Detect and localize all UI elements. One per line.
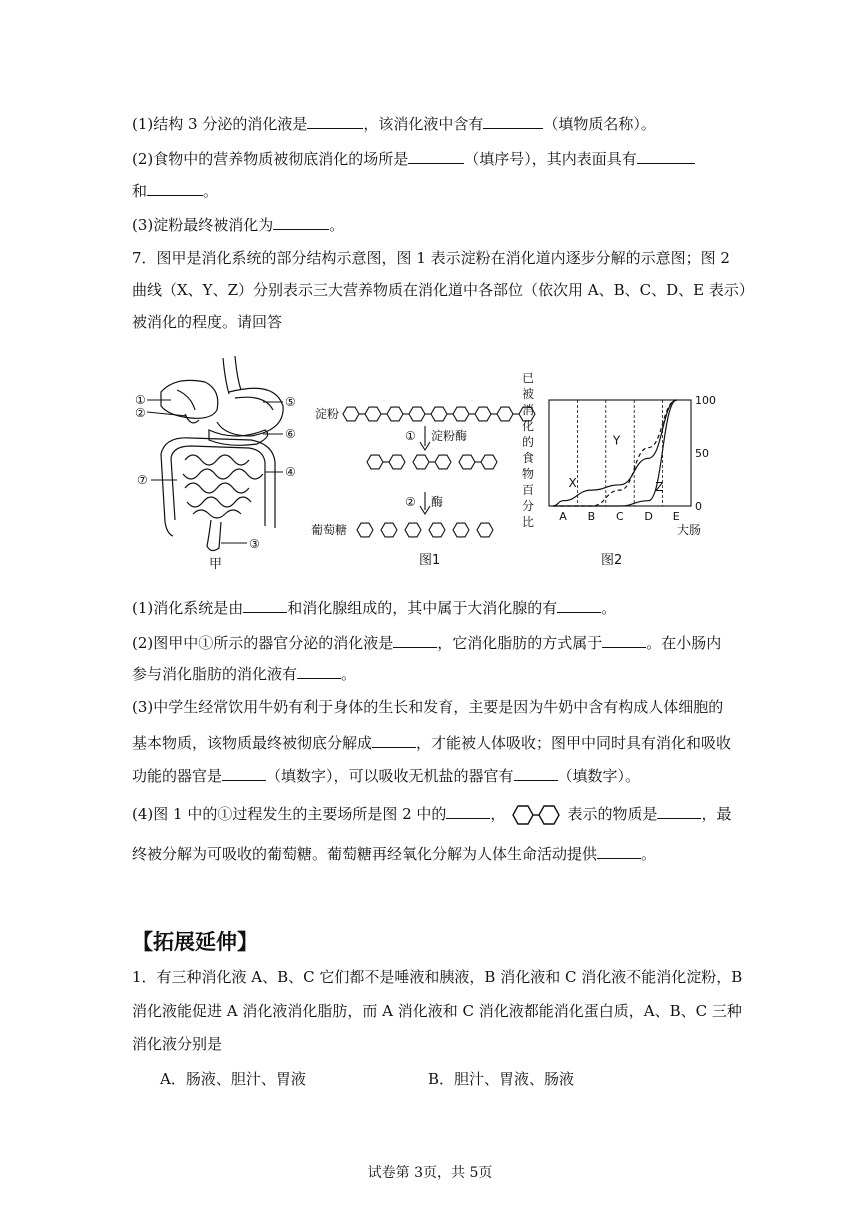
answer-blank[interactable] <box>273 214 329 230</box>
label-amylase: 淀粉酶 <box>431 429 468 443</box>
q7-stem-line3: 被消化的程度。请回答 <box>132 313 283 331</box>
q7-stem-line1: 7．图甲是消化系统的部分结构示意图，图 1 表示淀粉在消化道内逐步分解的示意图；图 2 <box>132 249 730 267</box>
starch-unit <box>387 407 403 421</box>
label-step2: ② <box>405 495 416 509</box>
x-tick-label: A <box>559 510 567 523</box>
ylabel-char: 比 <box>522 515 535 529</box>
caption-jia: 甲 <box>209 557 223 572</box>
q7-part4-cont: 终被分解为可吸收的葡萄糖。葡萄糖再经氧化分解为人体生命活动提供 。 <box>132 845 657 863</box>
digestive-system-diagram <box>161 356 283 551</box>
digestion-chart <box>549 394 716 537</box>
maltose-unit <box>367 455 383 469</box>
q6-part3: (3)淀粉最终被消化为 。 <box>132 216 345 234</box>
chart-ylabel <box>522 371 534 529</box>
ext-q1-line1: 1．有三种消化液 A、B、C 它们都不是唾液和胰液，B 消化液和 C 消化液不能消化淀粉，B <box>132 968 743 986</box>
figures-area <box>125 350 735 575</box>
arrow-step2 <box>420 492 430 514</box>
maltose-row <box>367 455 497 469</box>
q7-part2: (2)图甲中①所示的器官分泌的消化液是 ，它消化脂肪的方式属于 。在小肠内 <box>132 634 722 652</box>
answer-blank[interactable] <box>147 180 203 196</box>
ylabel-char: 的 <box>522 435 535 449</box>
ext-q1-option-b[interactable]: B．胆汁、胃液、肠液 <box>428 1070 575 1088</box>
ext-q1-line3: 消化液分别是 <box>132 1035 223 1053</box>
q7-part3: (3)中学生经常饮用牛奶有利于身体的生长和发育，主要是因为牛奶中含有构成人体细胞的 <box>132 698 724 716</box>
q6-part2-cont: 和 。 <box>132 182 219 200</box>
y-tick-label: 50 <box>695 447 709 460</box>
ylabel-char: 分 <box>522 499 535 513</box>
answer-blank[interactable] <box>514 765 558 781</box>
series-label-Z: Z <box>655 480 664 495</box>
answer-blank[interactable] <box>222 765 266 781</box>
starch-unit <box>365 407 381 421</box>
glucose-unit <box>405 523 421 537</box>
answer-blank[interactable] <box>243 597 287 613</box>
diagram-leader-lines <box>147 400 283 543</box>
series-label-Y: Y <box>612 433 621 448</box>
caption-fig1: 图1 <box>419 553 441 568</box>
label-2: ② <box>135 406 146 420</box>
starch-chain <box>343 407 535 421</box>
x-tick-label: D <box>644 510 653 523</box>
maltose-unit <box>481 455 497 469</box>
answer-blank[interactable] <box>602 632 646 648</box>
glucose-row <box>357 523 493 537</box>
maltose-unit <box>459 455 475 469</box>
q7-part1: (1)消化系统是由 和消化腺组成的，其中属于大消化腺的有 。 <box>132 599 617 617</box>
disaccharide-icon <box>509 803 563 827</box>
label-enzyme: 酶 <box>431 495 444 509</box>
q7-part3-cont2: 功能的器官是 （填数字），可以吸收无机盐的器官有 （填数字）。 <box>132 767 641 785</box>
ylabel-char: 消 <box>522 403 535 417</box>
x-tick-label: E <box>672 510 680 523</box>
maltose-unit <box>413 455 429 469</box>
starch-unit <box>475 407 491 421</box>
y-tick-label: 100 <box>695 394 716 407</box>
y-tick-label: 0 <box>695 500 702 513</box>
starch-unit <box>343 407 359 421</box>
answer-blank[interactable] <box>483 113 543 129</box>
answer-blank[interactable] <box>297 663 341 679</box>
label-7: ⑦ <box>137 473 148 487</box>
label-starch: 淀粉 <box>315 407 340 421</box>
q7-part4: (4)图 1 中的①过程发生的主要场所是图 2 中的 ， 表示的物质是 ，最 <box>132 803 731 827</box>
glucose-unit <box>381 523 397 537</box>
answer-blank[interactable] <box>307 113 363 129</box>
ylabel-char: 物 <box>522 467 535 481</box>
series-label-X: X <box>568 475 577 490</box>
q6-part2: (2)食物中的营养物质被彻底消化的场所是 （填序号），其内表面具有 <box>132 148 695 169</box>
x-extra-label: 大肠 <box>677 523 702 537</box>
label-5: ⑤ <box>285 395 296 409</box>
ext-q1-line2: 消化液能促进 A 消化液消化脂肪，而 A 消化液和 C 消化液都能消化蛋白质，A、B、C 三种 <box>132 1002 742 1020</box>
maltose-unit <box>389 455 405 469</box>
starch-unit <box>409 407 425 421</box>
arrow-step1 <box>420 426 430 450</box>
ylabel-char: 百 <box>522 483 535 497</box>
label-1: ① <box>135 393 146 407</box>
glucose-unit <box>477 523 493 537</box>
answer-blank[interactable] <box>446 803 490 819</box>
answer-blank[interactable] <box>637 148 695 164</box>
starch-unit <box>431 407 447 421</box>
ylabel-char: 已 <box>522 371 535 385</box>
ylabel-char: 化 <box>522 419 535 433</box>
ylabel-char: 食 <box>522 451 535 465</box>
label-step1: ① <box>405 429 416 443</box>
answer-blank[interactable] <box>408 148 464 164</box>
answer-blank[interactable] <box>372 732 416 748</box>
label-3: ③ <box>249 537 260 551</box>
caption-fig2: 图2 <box>601 553 623 568</box>
small-intestine-coils <box>183 455 263 518</box>
maltose-unit <box>435 455 451 469</box>
starch-breakdown-diagram <box>311 406 535 537</box>
starch-unit <box>453 407 469 421</box>
starch-unit <box>497 407 513 421</box>
glucose-unit <box>357 523 373 537</box>
x-tick-label: B <box>587 510 596 523</box>
answer-blank[interactable] <box>597 843 641 859</box>
q7-stem-line2: 曲线（X、Y、Z）分别表示三大营养物质在消化道中各部位（依次用 A、B、C、D、E 表示） <box>132 281 754 299</box>
page-footer: 试卷第 3页，共 5页 <box>367 1165 493 1181</box>
label-6: ⑥ <box>285 427 296 441</box>
answer-blank[interactable] <box>393 632 437 648</box>
label-4: ④ <box>285 465 296 479</box>
answer-blank[interactable] <box>557 597 601 613</box>
x-tick-label: C <box>616 510 624 523</box>
glucose-unit <box>453 523 469 537</box>
label-glucose: 葡萄糖 <box>311 523 348 537</box>
q6-part1: (1)结构 3 分泌的消化液是 ，该消化液中含有 （填物质名称）。 <box>132 115 656 133</box>
glucose-unit <box>429 523 445 537</box>
q7-part3-cont1: 基本物质，该物质最终被彻底分解成 ，才能被人体吸收；图甲中同时具有消化和吸收 <box>132 734 732 752</box>
q7-part2-cont: 参与消化脂肪的消化液有 。 <box>132 665 357 683</box>
answer-blank[interactable] <box>657 803 701 819</box>
section-title-extension: 【拓展延伸】 <box>132 930 258 954</box>
ylabel-char: 被 <box>522 387 535 401</box>
ext-q1-option-a[interactable]: A．肠液、胆汁、胃液 <box>160 1070 306 1088</box>
